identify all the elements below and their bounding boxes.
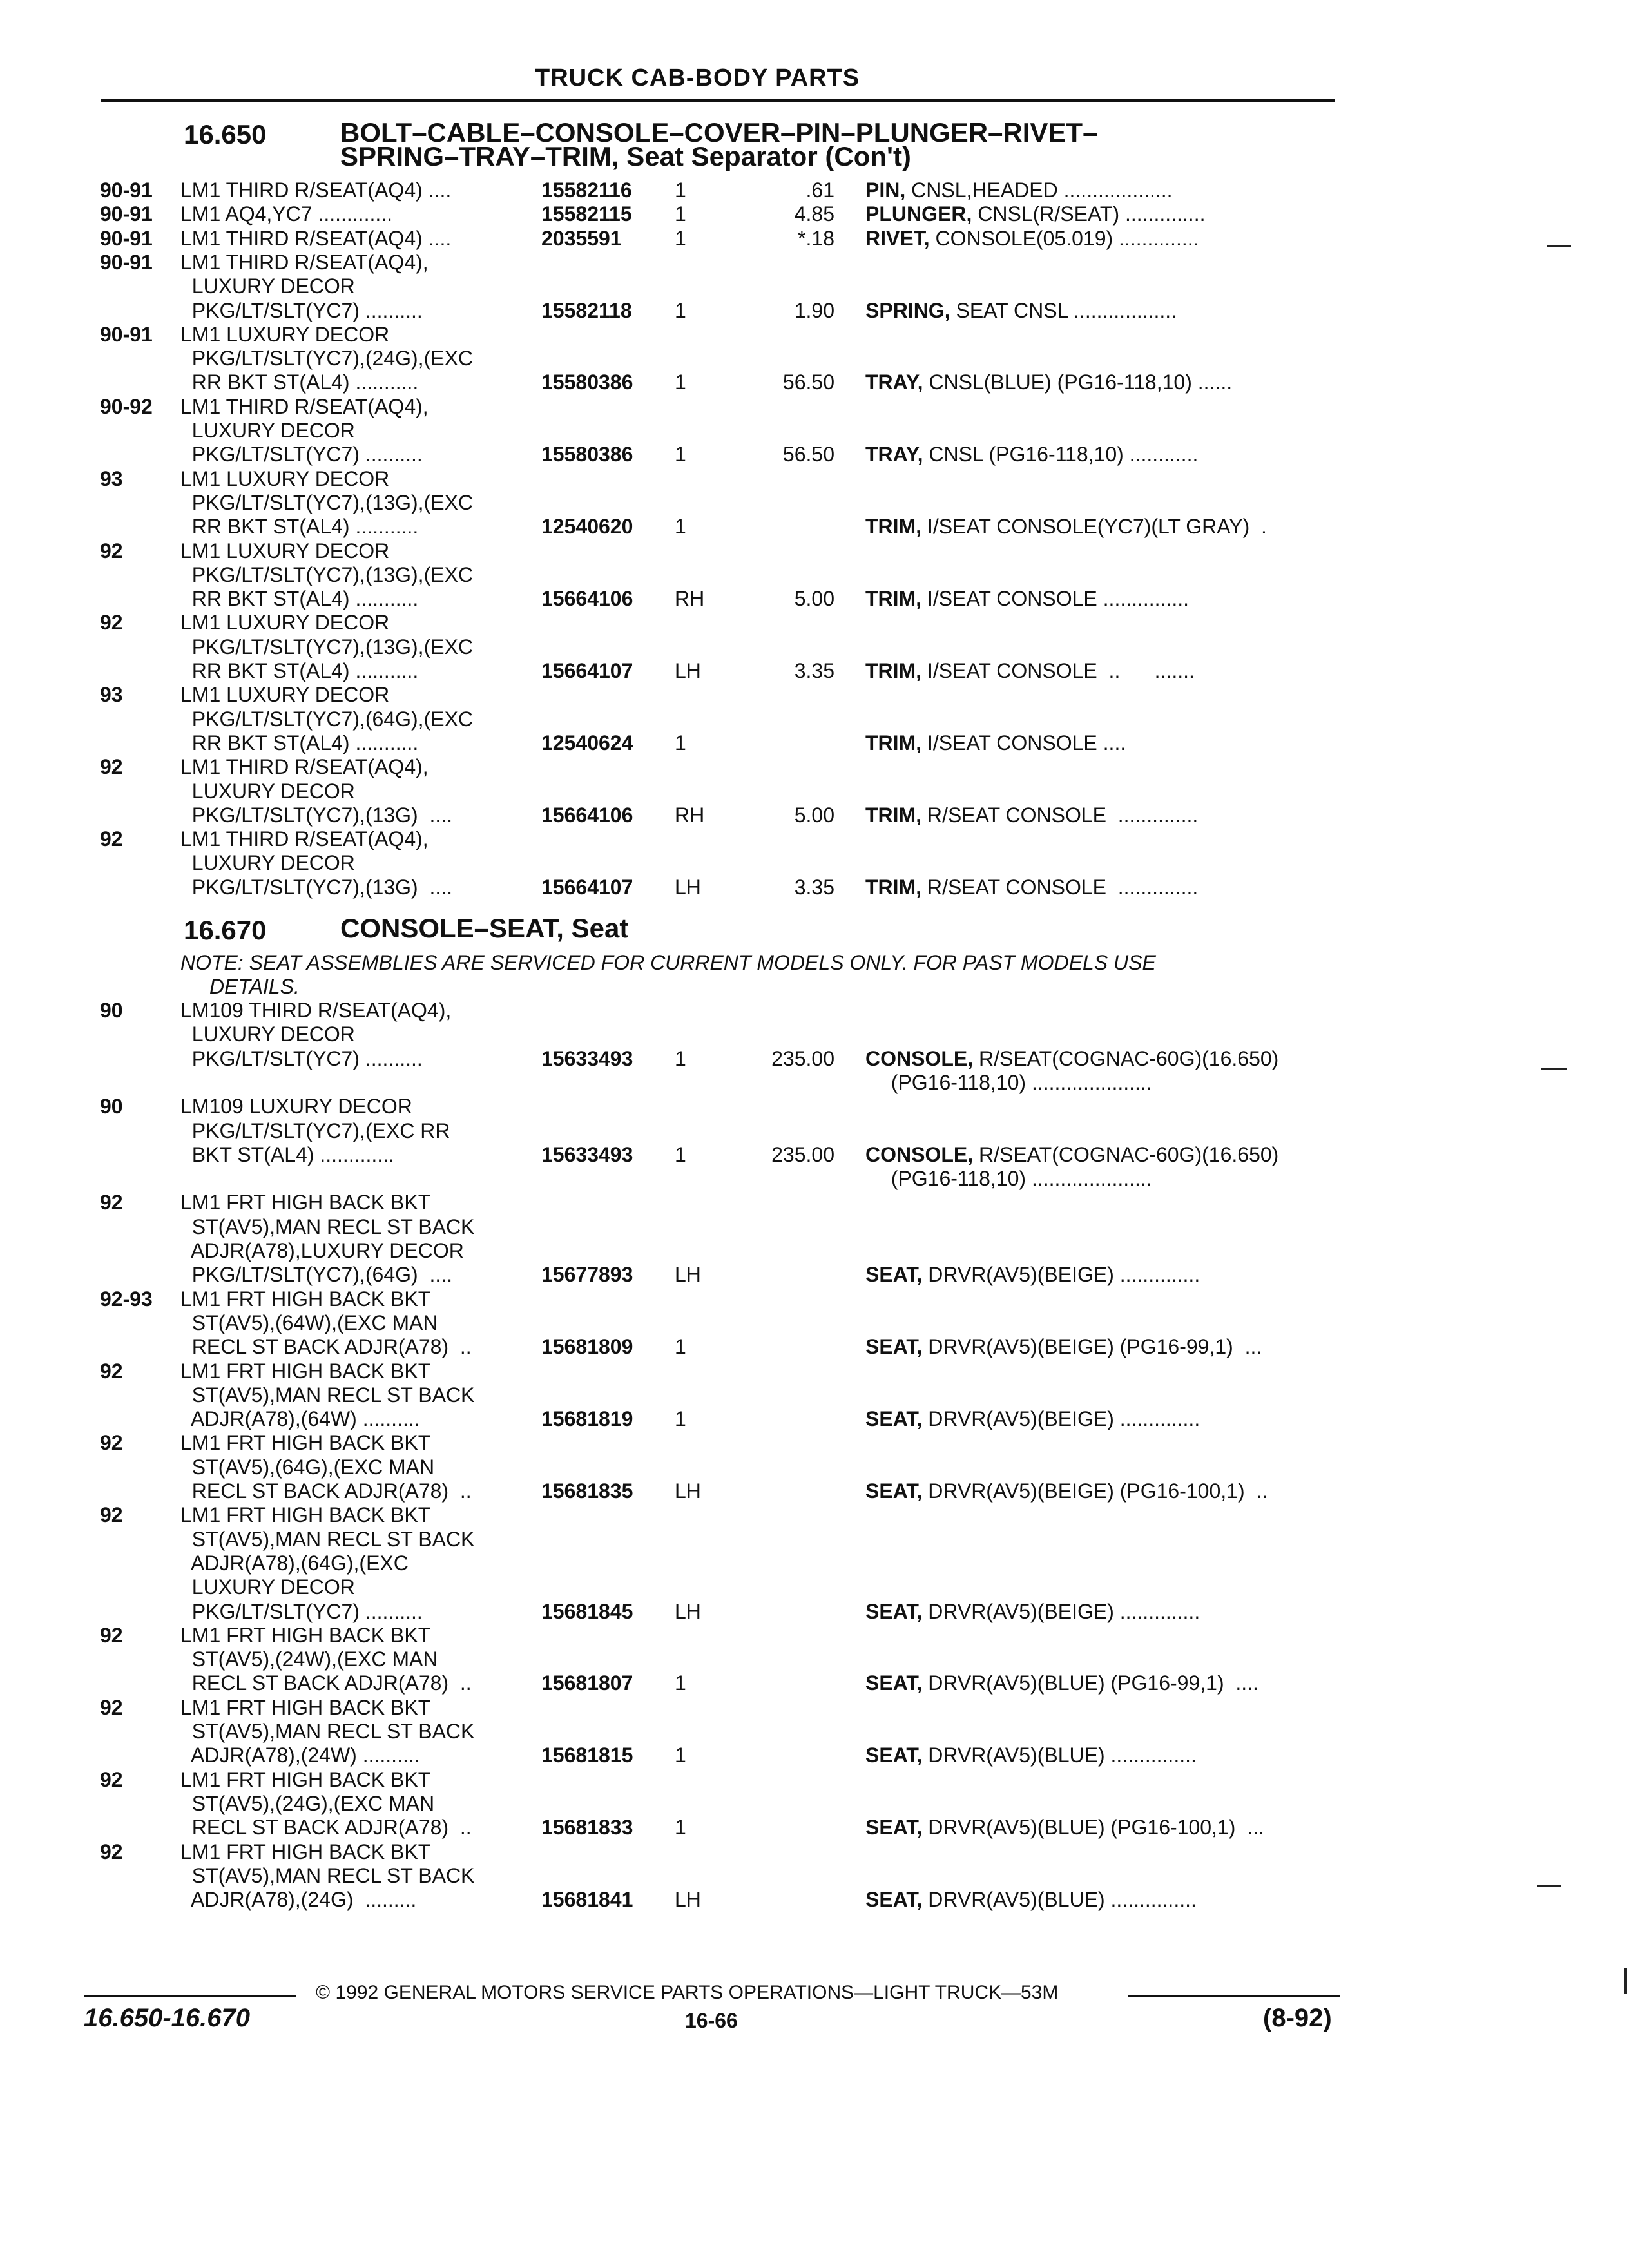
row-application-line: LUXURY DECOR	[180, 779, 355, 803]
row-year: 92	[100, 1767, 123, 1791]
row-year: 92	[100, 1840, 123, 1863]
row-application-line: LUXURY DECOR	[180, 1575, 355, 1599]
row-description-text: R/SEAT(COGNAC-60G)(16.650)	[973, 1142, 1279, 1166]
row-part-number: 2035591	[541, 226, 622, 250]
row-application-line: PKG/LT/SLT(YC7) ..........	[180, 1046, 423, 1070]
section-title-16-670: CONSOLE–SEAT, Seat	[340, 913, 629, 943]
row-application-line: RECL ST BACK ADJR(A78) ..	[180, 1479, 472, 1503]
row-description-keyword: SEAT,	[865, 1599, 923, 1623]
row-application-line: ST(AV5),MAN RECL ST BACK	[180, 1720, 475, 1743]
row-description	[865, 227, 1199, 251]
row-quantity: 1	[675, 515, 686, 539]
row-application-line: PKG/LT/SLT(YC7),(13G),(EXC	[180, 635, 474, 658]
row-description-keyword: TRIM,	[865, 731, 922, 754]
row-application-line: ADJR(A78),LUXURY DECOR	[180, 1239, 464, 1262]
row-description-keyword: SEAT,	[865, 1335, 923, 1359]
row-quantity: 1	[675, 731, 686, 754]
section-number-16-670: 16.670	[184, 915, 267, 945]
row-application-line: LM1 FRT HIGH BACK BKT	[180, 1840, 431, 1863]
section-note-line-1: NOTE: SEAT ASSEMBLIES ARE SERVICED FOR CURRENT MODELS ONLY. FOR PAST MODELS USE	[180, 951, 1156, 974]
row-description-keyword: SEAT,	[865, 1407, 923, 1431]
row-application-line: BKT ST(AL4) .............	[180, 1142, 394, 1166]
row-application-line: RR BKT ST(AL4) ...........	[180, 370, 419, 394]
section-number-16-650: 16.650	[184, 119, 267, 149]
row-price: 3.35	[794, 659, 834, 682]
row-description-keyword: PLUNGER,	[865, 202, 972, 226]
row-application-line: PKG/LT/SLT(YC7) ..........	[180, 298, 423, 322]
row-year: 92	[100, 827, 123, 851]
row-application-line: LM1 THIRD R/SEAT(AQ4) ....	[180, 178, 452, 202]
row-application-line: PKG/LT/SLT(YC7),(64G) ....	[180, 1263, 453, 1287]
row-description-keyword: SEAT,	[865, 1479, 923, 1503]
row-description	[865, 1744, 1197, 1767]
row-application-line: ST(AV5),MAN RECL ST BACK	[180, 1215, 475, 1238]
row-part-number: 15633493	[541, 1046, 633, 1070]
row-application-line: PKG/LT/SLT(YC7),(13G) ....	[180, 803, 453, 827]
row-application-line: ST(AV5),(64W),(EXC MAN	[180, 1311, 438, 1334]
row-description-keyword: SPRING,	[865, 298, 950, 322]
row-application-line: ADJR(A78),(64W) ..........	[180, 1407, 420, 1431]
row-price: 235.00	[771, 1046, 834, 1070]
row-application-line: ST(AV5),(64G),(EXC MAN	[180, 1455, 435, 1479]
header-rule	[101, 99, 1335, 102]
row-description-text: DRVR(AV5)(BLUE) ...............	[922, 1744, 1197, 1767]
row-description-text: R/SEAT CONSOLE ..............	[921, 875, 1199, 899]
row-part-number: 15681819	[541, 1407, 633, 1431]
row-description-text: CNSL(R/SEAT) ..............	[972, 202, 1206, 226]
row-quantity: LH	[675, 1479, 701, 1503]
row-quantity: LH	[675, 875, 701, 899]
row-application-line: LM1 FRT HIGH BACK BKT	[180, 1503, 431, 1527]
row-quantity: LH	[675, 1888, 701, 1912]
row-quantity: 1	[675, 202, 686, 226]
row-description	[865, 299, 1177, 323]
row-year: 92	[100, 1695, 123, 1719]
row-part-number: 12540620	[541, 515, 633, 539]
row-application-line: ADJR(A78),(24W) ..........	[180, 1744, 420, 1767]
margin-edge-mark	[1624, 1968, 1627, 1994]
row-application-line: LM109 THIRD R/SEAT(AQ4),	[180, 999, 452, 1022]
row-part-number: 15681807	[541, 1671, 633, 1695]
section-title-line-2: SPRING–TRAY–TRIM, Seat Separator (Con't)	[340, 141, 911, 171]
row-description-text: I/SEAT CONSOLE ....	[921, 731, 1126, 754]
row-application-line: PKG/LT/SLT(YC7),(24G),(EXC	[180, 347, 474, 370]
row-price: 4.85	[794, 202, 834, 226]
section-note-line-2: DETAILS.	[209, 975, 300, 998]
row-application-line: ADJR(A78),(64G),(EXC	[180, 1551, 409, 1575]
row-application-line: RR BKT ST(AL4) ...........	[180, 587, 419, 611]
margin-tick-2	[1541, 1068, 1567, 1070]
row-description-keyword: TRIM,	[865, 515, 922, 539]
row-quantity: 1	[675, 443, 686, 466]
margin-tick-1	[1547, 245, 1571, 247]
row-application-line: PKG/LT/SLT(YC7),(13G),(EXC	[180, 562, 474, 586]
row-quantity: 1	[675, 298, 686, 322]
row-description-text: DRVR(AV5)(BLUE) (PG16-100,1) ...	[922, 1816, 1264, 1840]
row-description-keyword: TRAY,	[865, 443, 923, 466]
row-year: 90-91	[100, 322, 153, 346]
row-part-number: 15681845	[541, 1599, 633, 1623]
row-description-keyword: CONSOLE,	[865, 1142, 974, 1166]
footer-date: (8-92)	[1263, 2004, 1332, 2032]
row-description-text: DRVR(AV5)(BEIGE) (PG16-99,1) ...	[922, 1335, 1262, 1359]
row-description-text: SEAT CNSL ..................	[950, 298, 1177, 322]
row-description	[865, 370, 1232, 394]
row-quantity: 1	[675, 370, 686, 394]
row-application-line: LM1 FRT HIGH BACK BKT	[180, 1191, 431, 1215]
row-quantity: 1	[675, 1744, 686, 1767]
row-application-line: ST(AV5),MAN RECL ST BACK	[180, 1863, 475, 1887]
row-description-keyword: SEAT,	[865, 1671, 923, 1695]
row-application-line: LM1 FRT HIGH BACK BKT	[180, 1767, 431, 1791]
row-part-number: 15681841	[541, 1888, 633, 1912]
row-description-text: DRVR(AV5)(BLUE) ...............	[922, 1888, 1197, 1912]
row-price: 56.50	[782, 370, 834, 394]
row-description-keyword: SEAT,	[865, 1816, 923, 1840]
row-description-text: I/SEAT CONSOLE ...............	[921, 587, 1190, 611]
row-description	[865, 803, 1198, 827]
row-part-number: 15681815	[541, 1744, 633, 1767]
row-price: 5.00	[794, 803, 834, 827]
row-year: 90-92	[100, 394, 153, 418]
row-description-text: DRVR(AV5)(BEIGE) (PG16-100,1) ..	[922, 1479, 1268, 1503]
row-description-text: R/SEAT CONSOLE ..............	[921, 803, 1199, 827]
row-application-line: PKG/LT/SLT(YC7),(64G),(EXC	[180, 707, 474, 731]
row-quantity: 1	[675, 178, 686, 202]
row-application-line: PKG/LT/SLT(YC7),(EXC RR	[180, 1119, 450, 1142]
row-description	[865, 1888, 1197, 1912]
row-application-line: LUXURY DECOR	[180, 1023, 355, 1046]
footer-section-range: 16.650-16.670	[84, 2004, 251, 2032]
row-year: 90-91	[100, 226, 153, 250]
row-description-keyword: TRIM,	[865, 659, 922, 682]
row-description-keyword: SEAT,	[865, 1888, 923, 1912]
row-year: 90-91	[100, 250, 153, 274]
row-year: 92	[100, 1431, 123, 1455]
row-application-line: RECL ST BACK ADJR(A78) ..	[180, 1671, 472, 1695]
row-description-text: DRVR(AV5)(BEIGE) ..............	[922, 1263, 1200, 1287]
row-application-line: PKG/LT/SLT(YC7),(13G) ....	[180, 875, 453, 899]
row-quantity: 1	[675, 226, 686, 250]
row-application-line: PKG/LT/SLT(YC7) ..........	[180, 1599, 423, 1623]
row-part-number: 15664106	[541, 587, 633, 611]
row-description-keyword: SEAT,	[865, 1744, 923, 1767]
row-description-text: DRVR(AV5)(BEIGE) ..............	[922, 1599, 1200, 1623]
row-year: 92	[100, 1623, 123, 1647]
row-part-number: 15664106	[541, 803, 633, 827]
row-description	[865, 1047, 1278, 1071]
row-price: 56.50	[782, 443, 834, 466]
row-description-text: CNSL,HEADED ...................	[905, 178, 1173, 202]
row-description-text: CNSL (PG16-118,10) ............	[923, 443, 1199, 466]
row-application-line: LM1 FRT HIGH BACK BKT	[180, 1359, 431, 1383]
row-part-number: 15677893	[541, 1263, 633, 1287]
row-part-number: 15681833	[541, 1816, 633, 1840]
row-description-keyword: TRIM,	[865, 875, 922, 899]
row-application-line: RECL ST BACK ADJR(A78) ..	[180, 1335, 472, 1359]
row-year: 92	[100, 1359, 123, 1383]
row-part-number: 15582118	[541, 298, 632, 322]
row-year: 93	[100, 683, 123, 707]
row-application-line: LM1 AQ4,YC7 .............	[180, 202, 393, 226]
row-quantity: RH	[675, 587, 705, 611]
row-application-line: ST(AV5),MAN RECL ST BACK	[180, 1383, 475, 1407]
row-year: 90-91	[100, 202, 153, 226]
row-application-line: ADJR(A78),(24G) .........	[180, 1888, 417, 1912]
row-application-line: LM1 LUXURY DECOR	[180, 466, 390, 490]
section-title-line-1: BOLT–CABLE–CONSOLE–COVER–PIN–PLUNGER–RIVET–	[340, 117, 1098, 148]
row-price: .61	[805, 178, 834, 202]
row-description	[865, 1816, 1264, 1840]
row-application-line: LM109 LUXURY DECOR	[180, 1095, 412, 1119]
row-application-line: LM1 LUXURY DECOR	[180, 539, 390, 562]
row-year: 92	[100, 1191, 123, 1215]
row-application-line: LM1 FRT HIGH BACK BKT	[180, 1431, 431, 1455]
row-description-keyword: RIVET,	[865, 226, 930, 250]
row-application-line: LM1 THIRD R/SEAT(AQ4),	[180, 827, 429, 851]
row-description-keyword: PIN,	[865, 178, 906, 202]
footer-rule-right	[1128, 1995, 1340, 1997]
page-header: TRUCK CAB-BODY PARTS	[535, 64, 860, 91]
row-application-line: LM1 THIRD R/SEAT(AQ4) ....	[180, 226, 452, 250]
row-year: 92-93	[100, 1287, 153, 1311]
row-year: 93	[100, 466, 123, 490]
row-year: 92	[100, 1503, 123, 1527]
row-year: 90	[100, 1095, 123, 1119]
row-part-number: 15664107	[541, 659, 633, 682]
row-price: 3.35	[794, 875, 834, 899]
row-description-text: CNSL(BLUE) (PG16-118,10) ......	[923, 370, 1233, 394]
row-application-line: PKG/LT/SLT(YC7) ..........	[180, 443, 423, 466]
row-description-keyword: TRAY,	[865, 370, 923, 394]
row-description	[865, 443, 1198, 466]
row-price: *.18	[798, 226, 834, 250]
row-description	[865, 515, 1267, 539]
row-description	[865, 1671, 1258, 1695]
row-part-number: 15664107	[541, 875, 633, 899]
row-description	[865, 659, 1195, 683]
row-application-line: LM1 THIRD R/SEAT(AQ4),	[180, 394, 429, 418]
row-description	[865, 1407, 1200, 1431]
row-application-line: LM1 LUXURY DECOR	[180, 683, 390, 707]
row-part-number: 15681835	[541, 1479, 633, 1503]
row-description-keyword: CONSOLE,	[865, 1046, 974, 1070]
row-year: 90	[100, 999, 123, 1022]
row-description	[865, 1600, 1200, 1624]
row-price: 235.00	[771, 1142, 834, 1166]
row-description-text: CONSOLE(05.019) ..............	[929, 226, 1199, 250]
row-description-keyword: TRIM,	[865, 587, 922, 611]
row-part-number: 15582116	[541, 178, 632, 202]
row-description	[865, 1263, 1200, 1287]
footer-rule-left	[84, 1995, 296, 1997]
row-application-line: RR BKT ST(AL4) ...........	[180, 659, 419, 682]
row-application-line: LUXURY DECOR	[180, 851, 355, 875]
row-description	[865, 731, 1126, 755]
row-application-line: LM1 FRT HIGH BACK BKT	[180, 1695, 431, 1719]
row-quantity: 1	[675, 1816, 686, 1840]
footer-copyright: © 1992 GENERAL MOTORS SERVICE PARTS OPERATIONS—LIGHT TRUCK—53M	[316, 1982, 1059, 2003]
row-quantity: RH	[675, 803, 705, 827]
row-part-number: 15633493	[541, 1142, 633, 1166]
row-application-line: LM1 FRT HIGH BACK BKT	[180, 1287, 431, 1311]
row-application-line: LM1 THIRD R/SEAT(AQ4),	[180, 755, 429, 779]
row-description-continuation: (PG16-118,10) .....................	[880, 1167, 1152, 1191]
row-description	[865, 1479, 1268, 1503]
row-quantity: LH	[675, 659, 701, 682]
row-application-line: LM1 LUXURY DECOR	[180, 611, 390, 635]
row-application-line: LM1 LUXURY DECOR	[180, 322, 390, 346]
row-application-line: ST(AV5),(24G),(EXC MAN	[180, 1791, 435, 1815]
row-description-continuation: (PG16-118,10) .....................	[880, 1070, 1152, 1094]
row-part-number: 15681809	[541, 1335, 633, 1359]
row-application-line: ST(AV5),(24W),(EXC MAN	[180, 1648, 438, 1671]
row-part-number: 15580386	[541, 443, 633, 466]
row-description	[865, 587, 1189, 611]
row-description-text: DRVR(AV5)(BEIGE) ..............	[922, 1407, 1200, 1431]
row-quantity: 1	[675, 1046, 686, 1070]
row-quantity: 1	[675, 1407, 686, 1431]
row-application-line: LUXURY DECOR	[180, 274, 355, 298]
row-application-line: RECL ST BACK ADJR(A78) ..	[180, 1816, 472, 1840]
row-application-line: RR BKT ST(AL4) ...........	[180, 515, 419, 539]
row-application-line: PKG/LT/SLT(YC7),(13G),(EXC	[180, 490, 474, 514]
row-year: 92	[100, 755, 123, 779]
row-description	[865, 876, 1198, 899]
row-description-text: I/SEAT CONSOLE(YC7)(LT GRAY) .	[921, 515, 1267, 539]
row-description	[865, 178, 1173, 202]
row-description-keyword: TRIM,	[865, 803, 922, 827]
row-part-number: 15580386	[541, 370, 633, 394]
row-quantity: LH	[675, 1263, 701, 1287]
row-description-text: DRVR(AV5)(BLUE) (PG16-99,1) ....	[922, 1671, 1258, 1695]
row-part-number: 12540624	[541, 731, 633, 754]
row-description	[865, 1335, 1262, 1359]
row-application-line: LM1 FRT HIGH BACK BKT	[180, 1623, 431, 1647]
row-quantity: 1	[675, 1671, 686, 1695]
row-application-line: LUXURY DECOR	[180, 419, 355, 442]
row-description-text: R/SEAT(COGNAC-60G)(16.650)	[973, 1046, 1279, 1070]
row-application-line: LM1 THIRD R/SEAT(AQ4),	[180, 250, 429, 274]
row-description	[865, 1143, 1278, 1167]
row-year: 90-91	[100, 178, 153, 202]
row-year: 92	[100, 539, 123, 562]
row-price: 5.00	[794, 587, 834, 611]
row-price: 1.90	[794, 298, 834, 322]
row-quantity: LH	[675, 1599, 701, 1623]
row-description	[865, 202, 1205, 226]
row-year: 92	[100, 611, 123, 635]
row-quantity: 1	[675, 1142, 686, 1166]
row-description-keyword: SEAT,	[865, 1263, 923, 1287]
row-part-number: 15582115	[541, 202, 632, 226]
row-application-line: ST(AV5),MAN RECL ST BACK	[180, 1527, 475, 1551]
margin-tick-3	[1537, 1885, 1561, 1887]
row-description-text: I/SEAT CONSOLE .. .......	[921, 659, 1195, 682]
row-application-line: RR BKT ST(AL4) ...........	[180, 731, 419, 754]
row-quantity: 1	[675, 1335, 686, 1359]
footer-page-number: 16-66	[685, 2009, 738, 2032]
